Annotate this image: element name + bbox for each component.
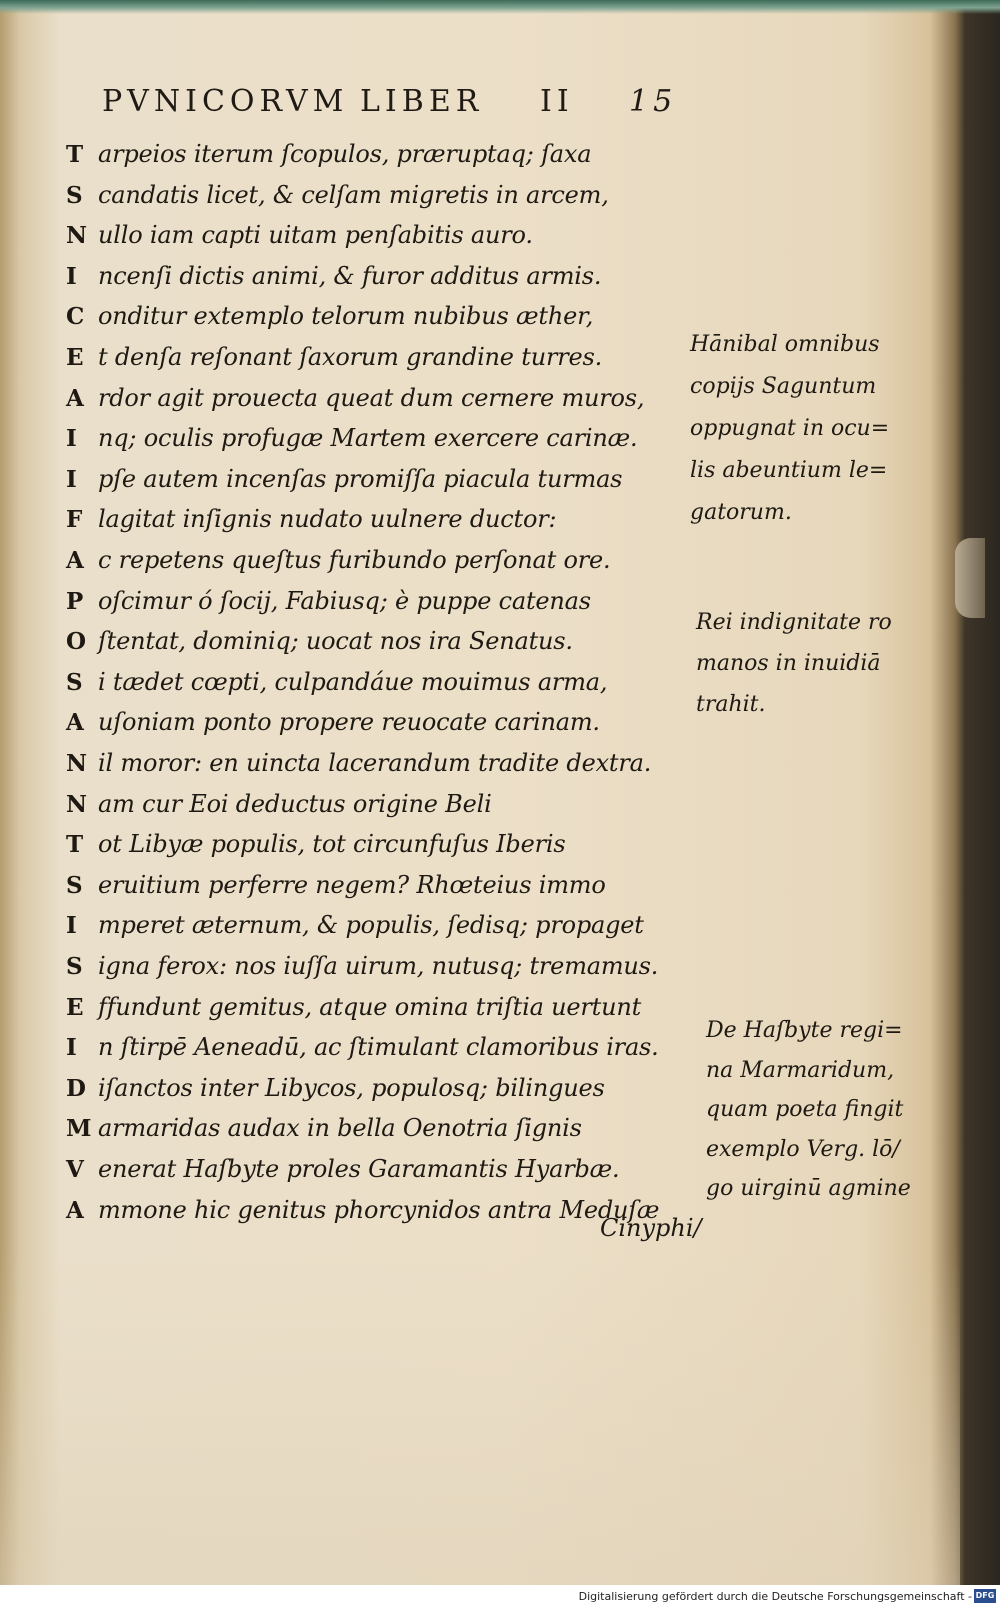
verse-text: enerat Haſbyte proles Garamantis Hyarbæ. [98,1155,620,1183]
verse-initial: F [66,506,83,534]
verse-text: c repetens queſtus furibundo perſonat ore. [98,546,611,574]
verse-initial: E [66,344,84,371]
verse-text: onditur extemplo telorum nubibus æther, [98,302,594,331]
marginal-note-line: na Marmaridum, [706,1057,895,1083]
verse-text: nq; oculis profugæ Martem exercere carinæ. [98,424,638,453]
digitization-footer [0,1585,1000,1609]
paper-stain [0,1250,960,1585]
verse-line [66,952,658,992]
marginal-note-line: lis abeuntium le= [690,458,888,483]
marginal-note-line: quam poeta fingit [706,1097,904,1122]
verse-line [66,627,573,667]
verse-text: uſoniam ponto propere reuocate carinam. [98,708,600,737]
verse-initial: N [66,750,88,777]
marginal-note-line: Rei indignitate ro [696,610,892,635]
verse-text: mmone hic genitus phorcynidos antra Meduſæ [98,1195,660,1224]
verse-text: eruitium perferre negem? Rhœteius immo [98,870,606,899]
verse-line [66,1074,605,1114]
footer-credit: Digitalisierung gefördert durch die Deutsche Forschungsgemeinschaft - [578,1590,972,1603]
verse-text: il moror: en uincta lacerandum tradite dextra. [98,749,652,777]
dfg-logo: DFG [974,1589,996,1603]
marginal-note-line: Hānibal omnibus [690,332,880,357]
verse-line [66,911,644,951]
catchword: Cinyphi/ [600,1214,702,1242]
verse-line [66,221,533,261]
verse-line [66,668,607,708]
verse-line [66,505,556,545]
verse-line [66,384,644,424]
folio-number: 15 [629,84,678,119]
verse-line [66,871,606,911]
verse-text: ullo iam capti uitam penſabitis auro. [98,221,533,250]
verse-line [66,830,565,870]
marginal-note-line: oppugnat in ocu= [690,416,890,441]
marginal-note-line: manos in inuidiā [696,651,881,676]
verse-initial: S [66,668,83,696]
verse-text: t denſa reſonant ſaxorum grandine turres. [98,343,603,371]
marginal-note-line: De Haſbyte regi= [706,1018,903,1043]
verse-text: i tædet cœpti, culpandáue mouimus arma, [98,667,608,696]
verse-line [66,343,602,383]
verse-text: mperet æternum, & populis, ſedisq; propaget [98,911,644,940]
verse-line [66,1196,659,1236]
verse-initial: A [66,384,84,412]
verse-line [66,993,641,1033]
verse-initial: V [66,1156,84,1183]
verse-initial: P [66,587,84,615]
verse-initial: O [66,628,87,656]
verse-line [66,1155,619,1195]
verse-text: ffundunt gemitus, atque omina triſtia uertunt [98,992,642,1021]
marginal-note-line: gatorum. [690,500,792,525]
verse-line [66,424,637,464]
running-title: PVNICORVM [102,84,349,119]
verse-initial: I [66,912,77,940]
marginal-note-line: copijs Saguntum [690,374,877,399]
verse-initial: N [66,790,88,818]
verse-line [66,262,601,302]
verse-text: igna ferox: nos iuſſa uirum, nutusq; tremamus. [98,952,659,980]
verse-text: ot Libyæ populis, tot circunfuſus Iberis [98,830,566,859]
verse-text: ſtentat, dominiq; uocat nos ira Senatus. [98,627,573,656]
verse-initial: E [66,993,84,1021]
marginal-note-line: exemplo Verg. lō/ [706,1136,900,1162]
verse-initial: C [66,303,85,331]
verse-initial: I [66,262,77,290]
verse-text: ncenſi dictis animi, & furor additus armis. [98,261,602,290]
verse-text: armaridas audax in bella Oenotria ſignis [98,1114,582,1143]
verse-text: lagitat inſignis nudato uulnere ductor: [98,505,557,534]
verse-text: candatis licet, & celſam migretis in arcem, [98,180,609,209]
verse-line [66,140,591,180]
verse-initial: T [66,831,84,859]
verse-initial: A [66,709,84,737]
book-number: II [540,84,574,119]
verse-initial: N [66,222,88,250]
verse-text: oſcimur ó ſocij, Fabiusq; è puppe catenas [98,586,591,615]
verse-text: arpeios iterum ſcopulos, præruptaq; ſaxa [98,140,592,168]
verse-text: iſanctos inter Libycos, populosq; bilingues [98,1073,605,1102]
verse-initial: I [66,465,77,493]
verse-line [66,587,591,627]
verse-line [66,1033,659,1073]
liber-label: LIBER [360,84,484,119]
page-header [0,0,1000,140]
verse-line [66,546,611,586]
verse-line [66,708,600,748]
verse-line [66,790,492,830]
verse-text: pſe autem incenſas promiſſa piacula turmas [98,464,623,493]
verse-initial: A [66,547,84,574]
verse-text: rdor agit prouecta queat dum cernere muros, [98,383,645,412]
verse-line [66,749,651,789]
verse-line [66,302,593,342]
verse-initial: M [66,1115,92,1143]
verse-line [66,465,622,505]
verse-initial: S [66,871,83,899]
verse-line [66,1114,582,1154]
book-clasp [955,538,985,618]
verse-initial: A [66,1196,84,1224]
verse-initial: I [66,1034,77,1062]
verse-initial: I [66,425,77,453]
verse-line [66,181,609,221]
verse-initial: T [66,141,84,168]
verse-text: n ſtirpē Aeneadū, ac ſtimulant clamoribus iras. [98,1033,659,1062]
verse-initial: D [66,1074,86,1102]
marginal-note-line: go uirginū agmine [706,1176,911,1201]
verse-text: am cur Eoi deductus origine Beli [98,789,492,818]
marginal-note-line: trahit. [696,692,766,717]
verse-initial: S [66,181,83,209]
verse-initial: S [66,953,83,980]
